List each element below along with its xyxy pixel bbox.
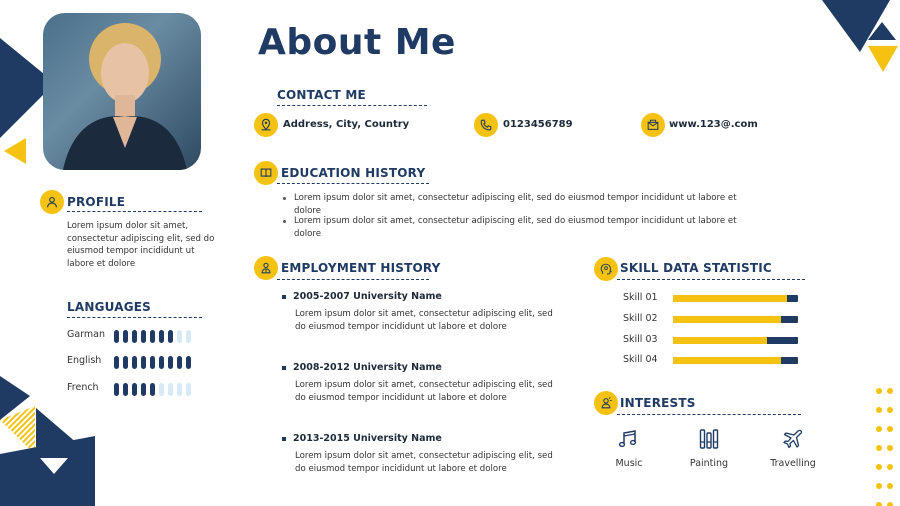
skill-bar-fill: [673, 295, 787, 302]
language-level-pill: [123, 330, 128, 343]
employment-bullet: [282, 437, 286, 441]
skill-label: Skill 02: [623, 313, 658, 324]
contact-heading: CONTACT ME: [277, 88, 366, 102]
language-level-pill: [132, 356, 137, 369]
language-level-pill: [150, 356, 155, 369]
skill-label: Skill 04: [623, 354, 658, 365]
education-item-1: Lorem ipsum dolor sit amet, consectetur adipiscing elit, sed do eiusmod tempor incididunt ut labore et dolore: [294, 193, 737, 216]
employment-description: Lorem ipsum dolor sit amet, consectetur adipiscing elit, sed do eiusmod tempor incididunt ut labore et dolore: [295, 309, 553, 332]
languages-underline: [67, 317, 202, 318]
language-level-pill: [168, 383, 173, 396]
language-level-pill: [123, 383, 128, 396]
profile-text: Lorem ipsum dolor sit amet, consectetur adipiscing elit, sed do eiusmod tempor incididunt ut labore et dolore: [67, 221, 215, 269]
airplane-icon: [782, 428, 804, 450]
paint-brushes-icon: [698, 428, 720, 450]
interest-label-travelling: Travelling: [770, 458, 816, 469]
interest-label-music: Music: [615, 458, 643, 469]
decor-bottom-left: [0, 376, 100, 506]
education-heading: EDUCATION HISTORY: [281, 166, 426, 180]
skill-bar: [673, 295, 798, 302]
language-level-pill: [132, 330, 137, 343]
language-level-indicator: [114, 354, 195, 373]
language-name: English: [67, 355, 102, 366]
language-level-pill: [186, 330, 191, 343]
employment-description: Lorem ipsum dolor sit amet, consectetur adipiscing elit, sed do eiusmod tempor incididunt ut labore et dolore: [295, 451, 553, 474]
education-underline: [277, 183, 429, 184]
language-name: Garman: [67, 329, 106, 340]
language-name: French: [67, 382, 99, 393]
interests-underline: [617, 414, 801, 415]
language-level-pill: [159, 356, 164, 369]
phone-icon: [474, 113, 498, 137]
language-level-pill: [114, 330, 119, 343]
education-bullet: [283, 220, 286, 223]
employment-title: 2008-2012 University Name: [293, 362, 442, 373]
decor-left-yellow-triangle: [2, 136, 28, 166]
contact-address: Address, City, Country: [283, 119, 410, 130]
language-level-pill: [150, 383, 155, 396]
language-level-pill: [177, 356, 182, 369]
employment-description: Lorem ipsum dolor sit amet, consectetur adipiscing elit, sed do eiusmod tempor incididunt ut labore et dolore: [295, 380, 553, 403]
skill-label: Skill 01: [623, 292, 658, 303]
language-level-pill: [132, 383, 137, 396]
language-level-pill: [123, 356, 128, 369]
mail-icon: [641, 113, 665, 137]
profile-heading: PROFILE: [67, 195, 126, 209]
employment-icon: [254, 256, 278, 280]
contact-website: www.123@.com: [669, 119, 758, 130]
language-level-pill: [168, 330, 173, 343]
language-level-pill: [114, 356, 119, 369]
education-item-2: Lorem ipsum dolor sit amet, consectetur adipiscing elit, sed do eiusmod tempor incididunt ut labore et dolore: [294, 216, 737, 239]
employment-underline: [277, 279, 429, 280]
language-level-pill: [114, 383, 119, 396]
skill-bar: [673, 357, 798, 364]
employment-title: 2005-2007 University Name: [293, 291, 442, 302]
skill-bar-fill: [673, 357, 781, 364]
profile-photo: [43, 13, 201, 170]
page-title: About Me: [258, 22, 456, 63]
music-notes-icon: [618, 428, 640, 450]
decor-top-right: [822, 0, 900, 76]
language-level-pill: [177, 330, 182, 343]
employment-bullet: [282, 366, 286, 370]
skill-bar-fill: [673, 337, 767, 344]
language-level-indicator: [114, 381, 195, 400]
employment-bullet: [282, 295, 286, 299]
employment-title: 2013-2015 University Name: [293, 433, 442, 444]
user-icon: [40, 190, 64, 214]
education-bullet: [283, 197, 286, 200]
languages-heading: LANGUAGES: [67, 300, 151, 314]
language-level-pill: [177, 383, 182, 396]
skill-bar: [673, 337, 798, 344]
interests-heading: INTERESTS: [620, 396, 696, 410]
head-idea-icon: [594, 257, 618, 281]
location-icon: [254, 113, 278, 137]
contact-underline: [277, 105, 427, 106]
decor-dot-grid: [874, 381, 900, 506]
language-level-pill: [186, 383, 191, 396]
employment-heading: EMPLOYMENT HISTORY: [281, 261, 441, 275]
skill-bar-fill: [673, 316, 781, 323]
language-level-pill: [159, 330, 164, 343]
language-level-pill: [159, 383, 164, 396]
language-level-pill: [141, 330, 146, 343]
book-icon: [254, 161, 278, 185]
language-level-indicator: [114, 328, 195, 347]
skills-underline: [617, 279, 805, 280]
interests-icon: [594, 391, 618, 415]
language-level-pill: [141, 356, 146, 369]
skill-bar: [673, 316, 798, 323]
skill-label: Skill 03: [623, 334, 658, 345]
language-level-pill: [141, 383, 146, 396]
language-level-pill: [168, 356, 173, 369]
profile-underline: [67, 211, 202, 212]
skills-heading: SKILL DATA STATISTIC: [620, 261, 772, 275]
language-level-pill: [186, 356, 191, 369]
interest-label-painting: Painting: [689, 458, 729, 469]
contact-phone: 0123456789: [503, 119, 573, 130]
language-level-pill: [150, 330, 155, 343]
